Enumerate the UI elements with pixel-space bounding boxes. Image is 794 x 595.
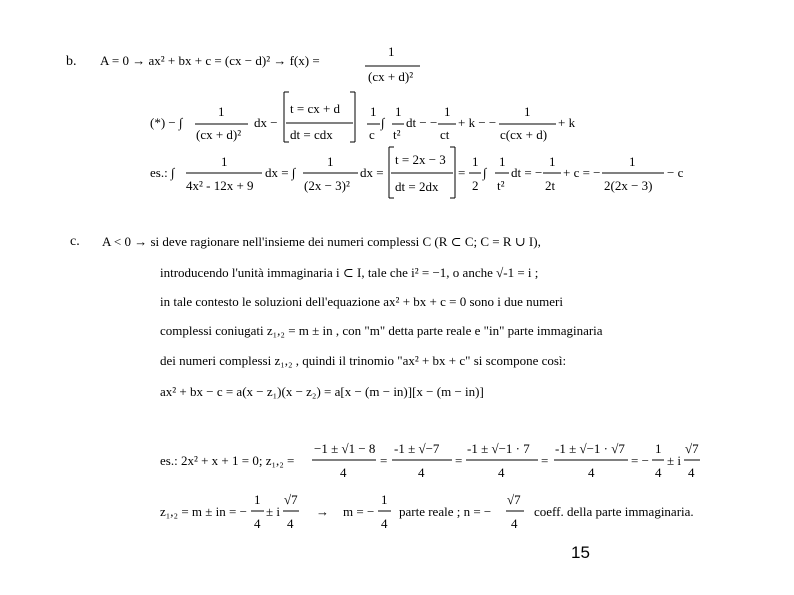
c-example-eq1: = — [380, 453, 388, 468]
section-b-line1-num: 1 — [388, 44, 395, 59]
example-frac6-num: 1 — [629, 154, 636, 169]
example-frac4-num: 1 — [499, 154, 506, 169]
c-result-coeff: coeff. della parte immaginaria. — [534, 504, 694, 519]
example-frac3-num: 1 — [472, 154, 479, 169]
section-c-line4: complessi coniugati z₁,₂ = m ± in , con "m" detta parte reale e "in" parte immaginaria — [160, 323, 603, 338]
c-result-prefix: z₁,₂ = m ± in = − — [160, 504, 247, 519]
star-subst-bottom: dt = cdx — [290, 127, 333, 142]
example-frac1-den: 4x² - 12x + 9 — [186, 178, 254, 193]
star-dx: dx − — [254, 115, 278, 130]
star-middle: dt − − — [406, 115, 438, 130]
star-frac2-num: 1 — [370, 104, 377, 119]
c-result-parte-reale: parte reale ; n = − — [399, 504, 492, 519]
example-subst-top: t = 2x − 3 — [395, 152, 446, 167]
star-frac2-den: c — [369, 127, 375, 142]
example-frac6-den: 2(2x − 3) — [604, 178, 653, 193]
c-example-f5-den: 4 — [655, 465, 662, 480]
c-example-f4-den: 4 — [588, 465, 595, 480]
c-example-eq2: = — [455, 453, 463, 468]
star-plus-k: + k − − — [458, 115, 497, 130]
section-b-label: b. — [66, 54, 77, 69]
example-subst-bottom: dt = 2dx — [395, 179, 439, 194]
c-result-f2-num: √7 — [284, 492, 298, 507]
star-prefix: (*) − ∫ — [150, 115, 183, 130]
c-example-f3-den: 4 — [498, 465, 505, 480]
c-result-f3-den: 4 — [381, 516, 388, 531]
c-result-pm: ± i — [266, 504, 280, 519]
example-frac5-num: 1 — [549, 154, 556, 169]
c-result-f1-den: 4 — [254, 516, 261, 531]
example-tail: − c — [667, 165, 684, 180]
star-frac1-num: 1 — [218, 104, 225, 119]
star-int: ∫ — [381, 115, 385, 130]
c-example-f1-num: −1 ± √1 − 8 — [314, 441, 376, 456]
c-result-f1-num: 1 — [254, 492, 261, 507]
section-b-line1-den: (cx + d)² — [368, 69, 414, 84]
example-frac2-den: (2x − 3)² — [304, 178, 350, 193]
example-prefix: es.: ∫ — [150, 165, 175, 180]
example-frac4-den: t² — [497, 178, 505, 193]
star-frac1-den: (cx + d)² — [196, 127, 242, 142]
star-frac4-den: ct — [440, 127, 450, 142]
c-example-f6-num: √7 — [685, 441, 699, 456]
example-frac3-den: 2 — [472, 178, 479, 193]
section-c-label: c. — [70, 234, 80, 249]
c-example-eq4: = − — [631, 453, 649, 468]
section-c-line2: introducendo l'unità immaginaria i ⊂ I, tale che i² = −1, o anche √-1 = i ; — [160, 265, 539, 280]
section-c-line5: dei numeri complessi z₁,₂ , quindi il trinomio "ax² + bx + c" si scompone così: — [160, 353, 567, 368]
c-example-f1-den: 4 — [340, 465, 347, 480]
example-mid4: + c = − — [563, 165, 601, 180]
page-number: 15 — [571, 543, 590, 562]
example-frac5-den: 2t — [545, 178, 556, 193]
section-c-line1: A < 0 → si deve ragionare nell'insieme dei numeri complessi C (R ⊂ C; C = R ∪ I), — [102, 234, 541, 249]
example-int: ∫ — [483, 165, 487, 180]
example-frac2-num: 1 — [327, 154, 334, 169]
star-tail: + k — [558, 115, 576, 130]
c-result-f3-num: 1 — [381, 492, 388, 507]
star-frac5-num: 1 — [524, 104, 531, 119]
star-subst-top: t = cx + d — [290, 101, 341, 116]
c-example-f4-num: -1 ± √−1 · √7 — [555, 441, 625, 456]
c-example-prefix: es.: 2x² + x + 1 = 0; z₁,₂ = — [160, 453, 295, 468]
example-frac1-num: 1 — [221, 154, 228, 169]
example-mid3: dt = − — [511, 165, 543, 180]
star-frac3-num: 1 — [395, 104, 402, 119]
star-frac4-num: 1 — [444, 104, 451, 119]
c-result-f2-den: 4 — [287, 516, 294, 531]
example-mid1: dx = ∫ — [265, 165, 296, 180]
section-b-line1: A = 0 → ax² + bx + c = (cx − d)² → f(x) = — [100, 53, 320, 68]
c-result-f4-den: 4 — [511, 516, 518, 531]
star-frac3-den: t² — [393, 127, 401, 142]
star-frac5-den: c(cx + d) — [500, 127, 548, 142]
example-eq: = — [458, 165, 466, 180]
c-example-f3-num: -1 ± √−1 · 7 — [467, 441, 530, 456]
c-example-f6-den: 4 — [688, 465, 695, 480]
c-result-m-eq: m = − — [343, 504, 375, 519]
section-c-line6: ax² + bx − c = a(x − z₁)(x − z₂) = a[x − (m − in)][x − (m − in)] — [160, 384, 484, 399]
example-mid2: dx = — [360, 165, 384, 180]
c-result-arrow: → — [316, 504, 329, 519]
c-result-f4-num: √7 — [507, 492, 521, 507]
c-example-eq3: = — [541, 453, 549, 468]
section-c-line3: in tale contesto le soluzioni dell'equazione ax² + bx + c = 0 sono i due numeri — [160, 294, 563, 309]
c-example-f5-num: 1 — [655, 441, 662, 456]
c-example-pm: ± i — [667, 453, 681, 468]
c-example-f2-num: -1 ± √−7 — [394, 441, 440, 456]
c-example-f2-den: 4 — [418, 465, 425, 480]
